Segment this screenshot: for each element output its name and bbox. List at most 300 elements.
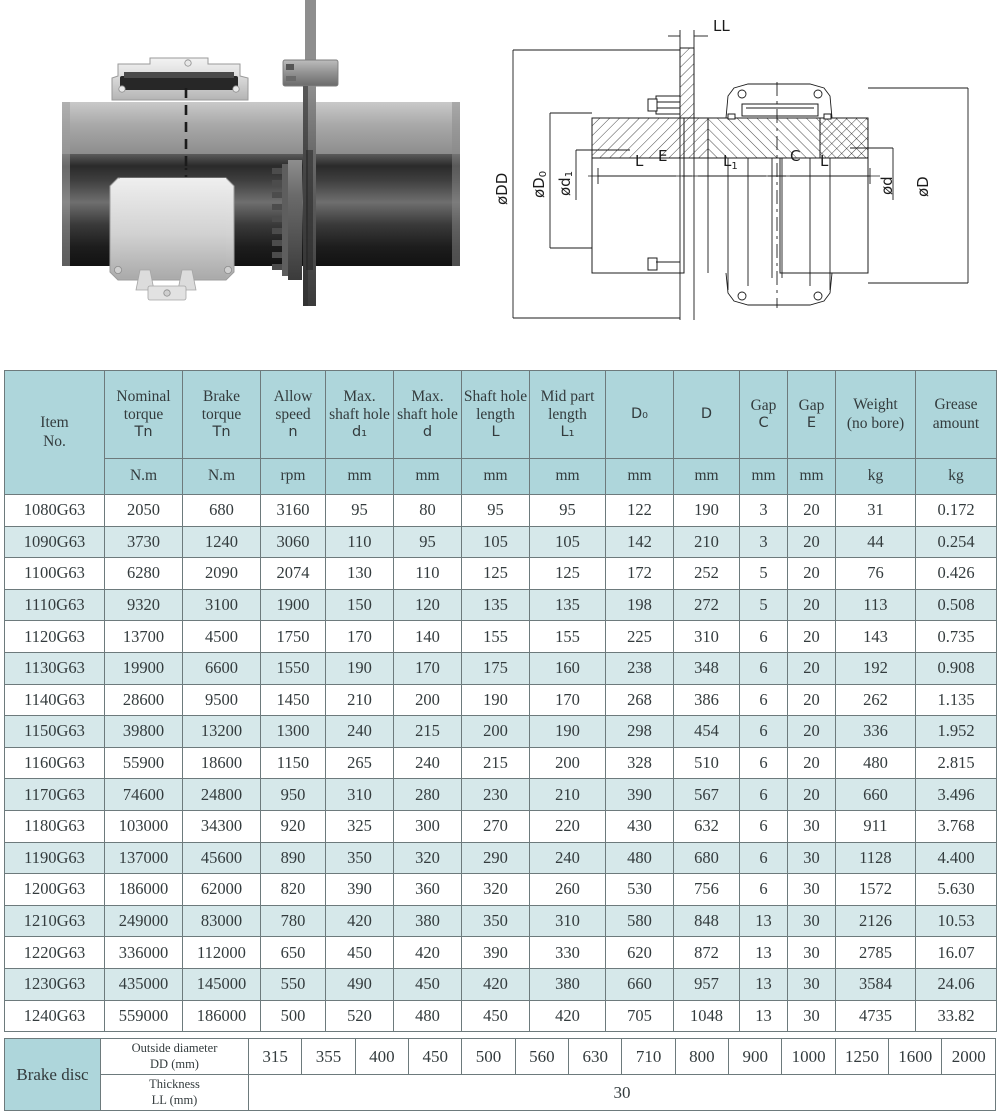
table-cell: 122 [606,495,674,527]
table-cell: 20 [788,589,836,621]
table-cell: 39800 [105,716,183,748]
table-cell: 215 [394,716,462,748]
col-header-item-line1: Item [40,414,69,432]
table-cell: 140 [394,621,462,653]
brake-disc-diameter-value: 2000 [942,1039,996,1075]
table-cell: 62000 [183,874,261,906]
table-cell: 0.508 [916,589,997,621]
table-cell: 336000 [105,937,183,969]
hdr-symbol: n [288,424,298,441]
hdr-line1: Max. [343,387,376,405]
table-cell: 95 [326,495,394,527]
hdr-line1: Gap [750,396,777,414]
table-cell: 780 [261,905,326,937]
col-header-max-shaft-hole-d [394,371,462,459]
table-cell: 0.254 [916,526,997,558]
table-cell: 20 [788,716,836,748]
table-cell: 510 [674,747,740,779]
table-cell: 1240 [183,526,261,558]
table-cell: 5 [740,558,788,590]
dim-label-D: øD [914,176,932,197]
table-cell: 328 [606,747,674,779]
table-cell: 225 [606,621,674,653]
table-cell: 103000 [105,810,183,842]
table-cell: 200 [530,747,606,779]
table-cell: 155 [462,621,530,653]
table-cell: 1900 [261,589,326,621]
brake-disc-diameter-value: 1250 [835,1039,888,1075]
table-cell: 820 [261,874,326,906]
table-cell: 20 [788,779,836,811]
table-cell: 200 [462,716,530,748]
label-line: DD (mm) [150,1056,199,1071]
table-header [5,371,997,495]
table-cell: 130 [326,558,394,590]
hdr-line2: length [548,405,587,423]
dim-label-E: E [658,147,668,165]
dim-label-d1: ød1 [556,170,575,196]
table-cell: 5.630 [916,874,997,906]
table-cell: 19900 [105,652,183,684]
table-cell: 3.768 [916,810,997,842]
col-header-D0 [606,371,674,459]
hdr-symbol: D₀ [631,405,648,422]
table-cell: 4.400 [916,842,997,874]
dim-label-C: C [790,147,801,165]
table-cell: 16.07 [916,937,997,969]
table-cell: 350 [326,842,394,874]
table-cell: 33.82 [916,1000,997,1032]
table-cell: 872 [674,937,740,969]
table-cell: 200 [394,684,462,716]
unit-weight: kg [836,459,916,495]
table-cell: 435000 [105,968,183,1000]
table-cell: 31 [836,495,916,527]
brake-disc-diameter-value: 500 [462,1039,515,1075]
col-header-max-shaft-hole-d1 [326,371,394,459]
brake-disc-thickness-value: 30 [249,1075,996,1111]
col-header-brake-torque [183,371,261,459]
table-cell: 950 [261,779,326,811]
table-cell: 150 [326,589,394,621]
hdr-symbol: d [422,424,433,441]
cell-item-no: 1190G63 [5,842,105,874]
table-cell: 13 [740,968,788,1000]
table-cell: 143 [836,621,916,653]
table-cell: 6 [740,779,788,811]
table-cell: 262 [836,684,916,716]
table-cell: 310 [674,621,740,653]
hdr-line1: Max. [411,387,444,405]
cell-item-no: 1180G63 [5,810,105,842]
table-cell: 95 [530,495,606,527]
table-cell: 55900 [105,747,183,779]
brake-disc-diameter-value: 1600 [889,1039,942,1075]
table-cell: 848 [674,905,740,937]
cell-item-no: 1080G63 [5,495,105,527]
col-header-item-line2: No. [43,432,66,450]
table-cell: 30 [788,810,836,842]
table-cell: 125 [462,558,530,590]
table-cell: 3 [740,526,788,558]
hdr-symbol: Tn [134,424,153,441]
table-cell: 20 [788,652,836,684]
table-cell: 30 [788,905,836,937]
table-cell: 105 [462,526,530,558]
hdr-line1: Shaft hole [463,387,528,405]
table-cell: 9320 [105,589,183,621]
label-line: Outside diameter [131,1040,218,1055]
table-cell: 240 [394,747,462,779]
table-cell: 680 [183,495,261,527]
table-cell: 220 [530,810,606,842]
cell-item-no: 1220G63 [5,937,105,969]
table-cell: 1750 [261,621,326,653]
table-cell: 350 [462,905,530,937]
unit-mid-part-length: mm [530,459,606,495]
brake-disc-label-thickness [101,1075,249,1111]
table-cell: 270 [462,810,530,842]
table-cell: 240 [530,842,606,874]
table-cell: 1550 [261,652,326,684]
table-cell: 9500 [183,684,261,716]
table-cell: 20 [788,495,836,527]
col-header-grease-amount [916,371,997,459]
dim-label-D0: øD0 [530,170,549,198]
table-cell: 210 [326,684,394,716]
table-cell: 6 [740,874,788,906]
table-cell: 6 [740,652,788,684]
header-row-units [5,459,997,495]
table-row [5,1000,997,1032]
unit-max-shaft-hole-d: mm [394,459,462,495]
table-cell: 380 [530,968,606,1000]
cell-item-no: 1090G63 [5,526,105,558]
table-cell: 660 [606,968,674,1000]
table-cell: 336 [836,716,916,748]
table-cell: 13 [740,1000,788,1032]
table-row [5,810,997,842]
table-cell: 1128 [836,842,916,874]
unit-nominal-torque: N.m [105,459,183,495]
table-cell: 559000 [105,1000,183,1032]
col-header-gap-E [788,371,836,459]
table-cell: 6 [740,810,788,842]
table-cell: 30 [788,1000,836,1032]
table-row [5,842,997,874]
cell-item-no: 1170G63 [5,779,105,811]
table-cell: 567 [674,779,740,811]
table-cell: 705 [606,1000,674,1032]
table-cell: 360 [394,874,462,906]
table-cell: 190 [530,716,606,748]
dim-label-LL: LL [713,17,730,35]
table-cell: 172 [606,558,674,590]
table-row [5,495,997,527]
table-cell: 310 [326,779,394,811]
hdr-line1: Gap [798,396,825,414]
cell-item-no: 1230G63 [5,968,105,1000]
table-cell: 1300 [261,716,326,748]
table-cell: 268 [606,684,674,716]
table-cell: 260 [530,874,606,906]
table-cell: 210 [674,526,740,558]
table-cell: 957 [674,968,740,1000]
table-cell: 1450 [261,684,326,716]
table-cell: 112000 [183,937,261,969]
table-row [5,621,997,653]
unit-grease-amount: kg [916,459,997,495]
cell-item-no: 1140G63 [5,684,105,716]
table-cell: 13 [740,937,788,969]
figures-row [0,0,1000,368]
hdr-line2: shaft hole [329,405,390,423]
brake-disc-label-outside-diameter [101,1039,249,1075]
cell-item-no: 1200G63 [5,874,105,906]
table-cell: 0.172 [916,495,997,527]
brake-disc-diameter-value: 710 [622,1039,675,1075]
hdr-symbol: D [700,405,713,422]
table-cell: 34300 [183,810,261,842]
table-cell: 186000 [183,1000,261,1032]
dim-label-L-right: L [820,152,829,170]
table-cell: 192 [836,652,916,684]
table-cell: 30 [788,968,836,1000]
table-cell: 20 [788,684,836,716]
table-row [5,526,997,558]
brake-disc-diameter-value: 315 [249,1039,302,1075]
table-cell: 155 [530,621,606,653]
table-cell: 160 [530,652,606,684]
table-cell: 320 [462,874,530,906]
table-cell: 632 [674,810,740,842]
table-cell: 30 [788,874,836,906]
table-cell: 137000 [105,842,183,874]
table-cell: 0.426 [916,558,997,590]
table-cell: 3160 [261,495,326,527]
table-cell: 44 [836,526,916,558]
table-cell: 265 [326,747,394,779]
table-cell: 210 [530,779,606,811]
table-cell: 390 [462,937,530,969]
table-cell: 170 [394,652,462,684]
table-cell: 125 [530,558,606,590]
col-header-nominal-torque [105,371,183,459]
table-cell: 620 [606,937,674,969]
hdr-line1: Allow [273,387,313,405]
table-cell: 135 [462,589,530,621]
brake-disc-title: Brake disc [5,1039,101,1111]
table-cell: 3100 [183,589,261,621]
table-cell: 80 [394,495,462,527]
table-cell: 911 [836,810,916,842]
hdr-line1: Mid part [540,387,595,405]
table-cell: 198 [606,589,674,621]
table-cell: 300 [394,810,462,842]
gear-coupling-3d-render [0,0,480,368]
table-cell: 420 [394,937,462,969]
table-cell: 2050 [105,495,183,527]
brake-disc-diameter-value: 900 [729,1039,782,1075]
table-cell: 230 [462,779,530,811]
table-cell: 660 [836,779,916,811]
table-cell: 450 [462,1000,530,1032]
table-row [5,589,997,621]
col-header-item-no [5,371,105,495]
table-cell: 420 [326,905,394,937]
table-cell: 386 [674,684,740,716]
table-cell: 4500 [183,621,261,653]
brake-disc-diameter-value: 560 [515,1039,568,1075]
unit-D: mm [674,459,740,495]
table-cell: 3 [740,495,788,527]
table-cell: 6 [740,716,788,748]
table-cell: 1.135 [916,684,997,716]
hdr-line1: Grease [934,396,978,414]
table-cell: 1.952 [916,716,997,748]
table-cell: 520 [326,1000,394,1032]
table-cell: 18600 [183,747,261,779]
table-cell: 650 [261,937,326,969]
hdr-symbol: C [758,415,769,432]
brake-disc-diameter-value: 1000 [782,1039,835,1075]
table-cell: 20 [788,621,836,653]
table-cell: 110 [326,526,394,558]
table-cell: 500 [261,1000,326,1032]
col-header-allow-speed [261,371,326,459]
table-cell: 330 [530,937,606,969]
table-cell: 2074 [261,558,326,590]
table-cell: 13 [740,905,788,937]
table-cell: 30 [788,842,836,874]
table-row [5,558,997,590]
dim-label-L1: $L_1$ [723,152,738,172]
table-cell: 170 [530,684,606,716]
table-cell: 190 [326,652,394,684]
table-cell: 1048 [674,1000,740,1032]
specification-table-container [4,370,996,1032]
table-cell: 480 [836,747,916,779]
table-cell: 105 [530,526,606,558]
header-row-main [5,371,997,459]
table-cell: 480 [394,1000,462,1032]
table-cell: 190 [462,684,530,716]
table-row [5,747,997,779]
table-cell: 3060 [261,526,326,558]
table-cell: 420 [530,1000,606,1032]
hdr-symbol: L₁ [560,424,575,441]
gear-coupling-cross-section [480,0,1000,368]
table-cell: 110 [394,558,462,590]
table-row [5,652,997,684]
table-cell: 680 [674,842,740,874]
brake-disc-table [4,1038,996,1111]
table-row [5,684,997,716]
brake-disc-body [5,1039,996,1111]
table-cell: 83000 [183,905,261,937]
table-cell: 454 [674,716,740,748]
label-line: LL (mm) [151,1092,198,1107]
brake-disc-diameter-value: 355 [302,1039,355,1075]
table-cell: 450 [326,937,394,969]
table-cell: 320 [394,842,462,874]
brake-disc-diameter-value: 630 [569,1039,622,1075]
table-cell: 6 [740,621,788,653]
hdr-line1: Brake [202,387,240,405]
col-header-mid-part-length [530,371,606,459]
table-body [5,495,997,1032]
table-cell: 20 [788,558,836,590]
unit-gap-E: mm [788,459,836,495]
cell-item-no: 1240G63 [5,1000,105,1032]
col-header-weight [836,371,916,459]
col-header-D [674,371,740,459]
cell-item-no: 1150G63 [5,716,105,748]
table-cell: 252 [674,558,740,590]
table-cell: 3.496 [916,779,997,811]
unit-gap-C: mm [740,459,788,495]
hdr-symbol: L [491,424,500,441]
brake-disc-diameter-value: 400 [355,1039,408,1075]
table-row [5,779,997,811]
unit-brake-torque: N.m [183,459,261,495]
table-cell: 920 [261,810,326,842]
table-row [5,716,997,748]
table-cell: 0.735 [916,621,997,653]
table-row [5,968,997,1000]
brake-disc-row-outside-diameter [5,1039,996,1075]
table-cell: 45600 [183,842,261,874]
hdr-line1: Weight [853,396,898,414]
table-cell: 2.815 [916,747,997,779]
hdr-symbol: d₁ [351,424,368,441]
table-cell: 310 [530,905,606,937]
brake-disc-table-container [4,1038,996,1111]
unit-allow-speed: rpm [261,459,326,495]
label-line: Thickness [149,1076,200,1091]
brake-disc-diameter-value: 800 [675,1039,728,1075]
table-cell: 3584 [836,968,916,1000]
table-row [5,905,997,937]
table-cell: 0.908 [916,652,997,684]
table-row [5,874,997,906]
hdr-line2: (no bore) [846,414,905,432]
unit-max-shaft-hole-d1: mm [326,459,394,495]
table-cell: 20 [788,526,836,558]
cell-item-no: 1210G63 [5,905,105,937]
hdr-symbol: E [806,415,817,432]
table-cell: 756 [674,874,740,906]
table-cell: 2090 [183,558,261,590]
specification-table [4,370,997,1032]
hdr-line2: speed [275,405,311,423]
col-header-gap-C [740,371,788,459]
table-cell: 325 [326,810,394,842]
hdr-line2: length [476,405,515,423]
table-cell: 280 [394,779,462,811]
table-cell: 249000 [105,905,183,937]
table-cell: 6 [740,842,788,874]
dim-label-DD: øDD [493,172,511,205]
hdr-line2: torque [123,405,164,423]
table-cell: 24800 [183,779,261,811]
table-cell: 28600 [105,684,183,716]
cell-item-no: 1100G63 [5,558,105,590]
table-cell: 113 [836,589,916,621]
table-cell: 13700 [105,621,183,653]
hdr-line2: amount [932,414,980,432]
table-row [5,937,997,969]
